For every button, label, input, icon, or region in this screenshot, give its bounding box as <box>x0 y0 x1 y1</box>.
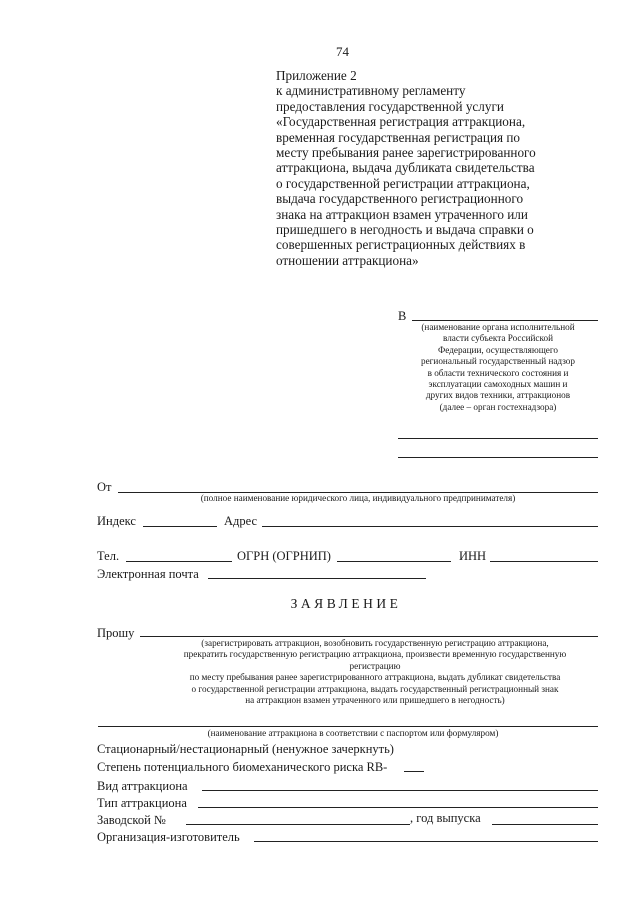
appendix-line: аттракциона, выдача дубликата свидетельства <box>276 160 535 176</box>
from-label: От <box>97 480 112 494</box>
request-field[interactable] <box>140 636 598 637</box>
appendix-line: пришедшего в негодность и выдача справки о <box>276 222 534 238</box>
recipient-note-line: (далее – орган гостехнадзора) <box>439 401 557 412</box>
ogrn-label: ОГРН (ОГРНИП) <box>237 549 331 563</box>
request-note-line: о государственной регистрации аттракциона, выдать государственный регистрационный знак <box>191 683 559 694</box>
request-note-line: регистрацию <box>349 660 401 671</box>
recipient-note-line: Федерации, осуществляющего <box>437 344 558 355</box>
attraction-name-note: (наименование аттракциона в соответствии с паспортом или формуляром) <box>207 728 499 738</box>
inn-field[interactable] <box>490 561 598 562</box>
phone-label: Тел. <box>97 549 120 563</box>
appendix-line: выдача государственного регистрационного <box>276 191 524 207</box>
recipient-note-line: (наименование органа исполнительной <box>421 322 575 332</box>
type-field[interactable] <box>198 807 598 808</box>
recipient-extra-field-1[interactable] <box>398 438 598 439</box>
request-note-line: на аттракцион взамен утраченного или пришедшего в негодность) <box>245 695 505 706</box>
recipient-prefix: В <box>398 309 407 323</box>
appendix-line: к административному регламенту <box>276 83 466 99</box>
recipient-extra-field-2[interactable] <box>398 457 598 458</box>
manufacturer-label: Организация-изготовитель <box>97 830 240 844</box>
recipient-note <box>392 322 604 413</box>
inn-label: ИНН <box>459 549 487 563</box>
page-number: 74 <box>336 44 349 59</box>
ogrn-field[interactable] <box>337 561 451 562</box>
appendix-line: о государственной регистрации аттракциона, <box>276 175 530 191</box>
recipient-note-line: региональный государственный надзор <box>420 356 575 367</box>
recipient-note-line: власти субъекта Российской <box>442 333 553 344</box>
appendix-header <box>276 68 536 268</box>
risk-field[interactable] <box>404 771 424 772</box>
recipient-note-line: других видов техники, аттракционов <box>425 390 571 401</box>
type-label: Тип аттракциона <box>97 796 187 810</box>
email-field[interactable] <box>208 578 426 579</box>
kind-label: Вид аттракциона <box>97 779 188 793</box>
request-note-line: прекратить государственную регистрацию аттракциона, произвести временную государственную <box>183 649 567 660</box>
attraction-name-field[interactable] <box>98 726 598 727</box>
request-note-line: (зарегистрировать аттракцион, возобновить государственную регистрацию аттракциона, <box>201 638 549 648</box>
serial-field[interactable] <box>186 824 410 825</box>
appendix-line: Приложение 2 <box>276 68 357 83</box>
appendix-line: «Государственная регистрация аттракциона, <box>276 114 526 130</box>
index-field[interactable] <box>143 526 217 527</box>
recipient-name-field[interactable] <box>412 320 598 321</box>
appendix-line: месту пребывания ранее зарегистрированного <box>276 145 536 161</box>
address-label: Адрес <box>224 514 258 528</box>
year-field[interactable] <box>492 824 598 825</box>
year-label: , год выпуска <box>410 811 481 825</box>
appendix-line: предоставления государственной услуги <box>276 98 504 114</box>
stationary-text: Стационарный/нестационарный (ненужное зачеркнуть) <box>97 742 394 756</box>
document-title: ЗАЯВЛЕНИЕ <box>290 596 402 611</box>
email-label: Электронная почта <box>97 567 199 581</box>
recipient-note-line: в области технического состояния и <box>427 367 569 378</box>
appendix-line: отношении аттракциона» <box>276 252 419 268</box>
request-note <box>140 638 610 706</box>
appendix-line: совершенных регистрационных действиях в <box>276 237 526 253</box>
recipient-note-line: эксплуатации самоходных машин и <box>428 379 568 390</box>
from-note: (полное наименование юридического лица, индивидуального предпринимателя) <box>200 493 516 503</box>
appendix-line: знака на аттракцион взамен утраченного или <box>276 206 528 222</box>
appendix-line: временная государственная регистрация по <box>276 129 521 145</box>
kind-field[interactable] <box>202 790 598 791</box>
address-field[interactable] <box>262 526 598 527</box>
request-note-line: по месту пребывания ранее зарегистрированного аттракциона, выдать дубликат свидетельства <box>189 672 561 683</box>
request-label: Прошу <box>97 626 135 640</box>
risk-label: Степень потенциального биомеханического риска RB- <box>97 760 388 774</box>
manufacturer-field[interactable] <box>254 841 598 842</box>
serial-label: Заводской № <box>97 813 166 827</box>
index-label: Индекс <box>97 514 136 528</box>
phone-field[interactable] <box>126 561 232 562</box>
